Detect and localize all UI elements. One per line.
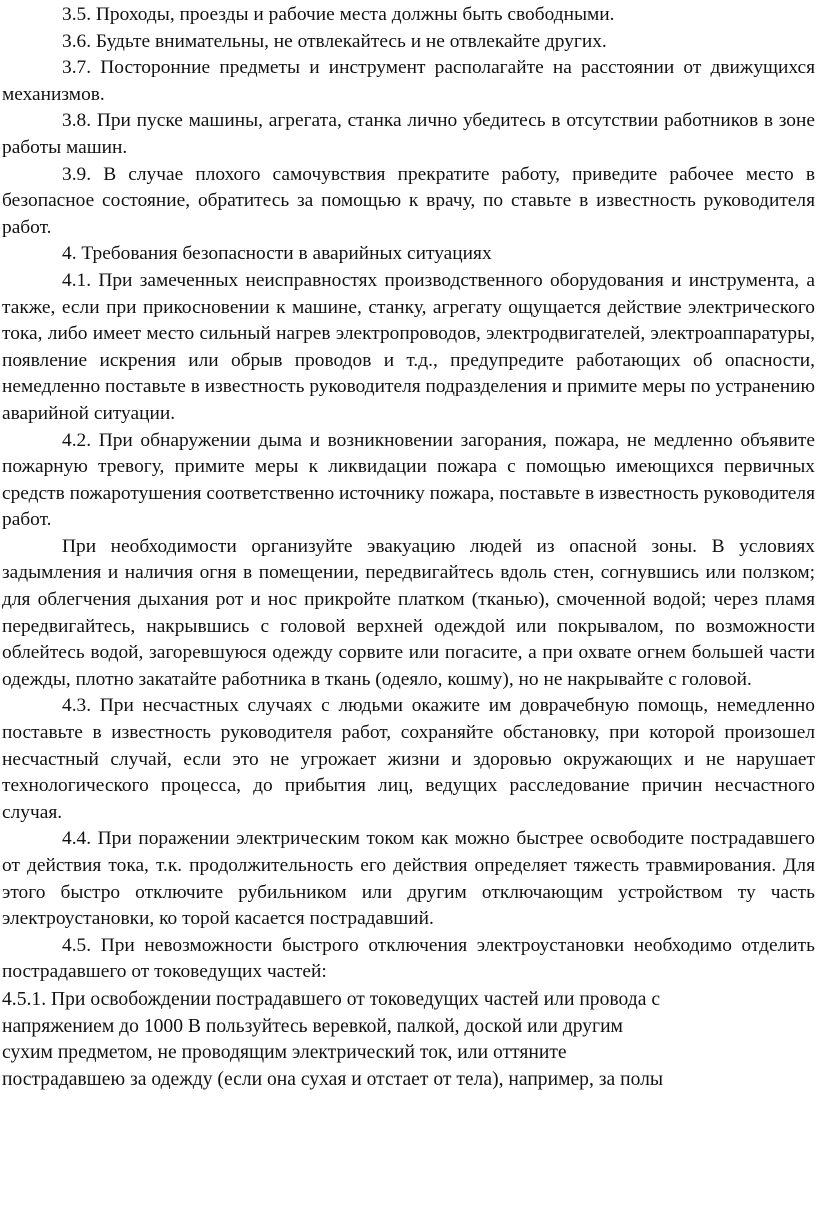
paragraph-4-4: 4.4. При поражении электрическим током как можно быстрее освободите пострадавшего от действия тока, т.к. продолжительность его действия определяет тяжесть травмирования. Для этого быстро отключите рубильником или другим отключающим устройством ту часть электроустановки, ко торой касается пострадавший. [2, 828, 815, 930]
paragraph-3-5: 3.5. Проходы, проезды и рабочие места должны быть свободными. [62, 4, 615, 25]
paragraph-3-7: 3.7. Посторонние предметы и инструмент располагайте на расстоянии от движущихся механизмов. [2, 57, 815, 105]
paragraph-4-1: 4.1. При замеченных неисправностях производственного оборудования и инструмента, а также, если при прикосновении к машине, станку, агрегату ощущается действие электрического тока, либо имеет место сильный нагрев электропроводов, электродвигателей, электроаппаратуры, появление искрения или обрыв проводов и т.д., предупредите работающих об опасности, немедленно поставьте в известность руководителя подразделения и примите меры по устранению аварийной ситуации. [2, 269, 815, 424]
section-heading-4: 4. Требования безопасности в аварийных ситуациях [62, 243, 492, 265]
text-line: сухим предметом, не проводящим электрический ток, или оттяните [2, 1042, 567, 1064]
paragraph-4-3: 4.3. При несчастных случаях с людьми окажите им доврачебную помощь, немедленно поставьте в известность руководителя работ, сохраняйте обстановку, при которой произошел несчастный случай, если это не угрожает жизни и здоровью окружающих и не нарушает технологического процесса, до прибытия лиц, ведущих расследование причин несчастного случая. [2, 695, 815, 823]
paragraph-4-5: 4.5. При невозможности быстрого отключения электроустановки необходимо отделить пострадавшего от токоведущих частей: [2, 934, 815, 983]
text-line: напряжением до 1000 В пользуйтесь веревкой, палкой, доской или другим [2, 1015, 623, 1037]
paragraph-3-9: 3.9. В случае плохого самочувствия прекратите работу, приведите рабочее место в безопасное состояние, обратитесь за помощью к врачу, по ставьте в известность руководителя работ. [2, 163, 815, 238]
paragraph-evacuation: При необходимости организуйте эвакуацию людей из опасной зоны. В условиях задымления и наличия огня в помещении, передвигайтесь вдоль стен, согнувшись или ползком; для облегчения дыхания рот и нос прикройте платком (тканью), смоченной водой; через пламя передвигайтесь, накрывшись с головой верхней одеждой или покрывалом, по возможности облейтесь водой, загоревшуюся одежду сорвите или погасите, а при охвате огнем большей части одежды, плотно закатайте работника в ткань (одеяло, кошму), но не накрывайте с головой. [2, 535, 815, 690]
text-line: пострадавшею за одежду (если она сухая и отстает от тела), например, за полы [2, 1068, 664, 1090]
paragraph-4-5-1 [2, 987, 815, 1093]
text-line: 4.5.1. При освобождении пострадавшего от токоведущих частей или провода с [2, 988, 661, 1010]
paragraph-3-6: 3.6. Будьте внимательны, не отвлекайтесь и не отвлекайте других. [62, 30, 607, 52]
paragraph-4-2: 4.2. При обнаружении дыма и возникновении загорания, пожара, не медленно объявите пожарную тревогу, примите меры к ликвидации пожара с помощью имеющихся первичных средств пожаротушения соответственно источнику пожара, поставьте в известность руководителя работ. [2, 429, 815, 531]
paragraph-3-8: 3.8. При пуске машины, агрегата, станка лично убедитесь в отсутствии работников в зоне работы машин. [2, 110, 815, 158]
